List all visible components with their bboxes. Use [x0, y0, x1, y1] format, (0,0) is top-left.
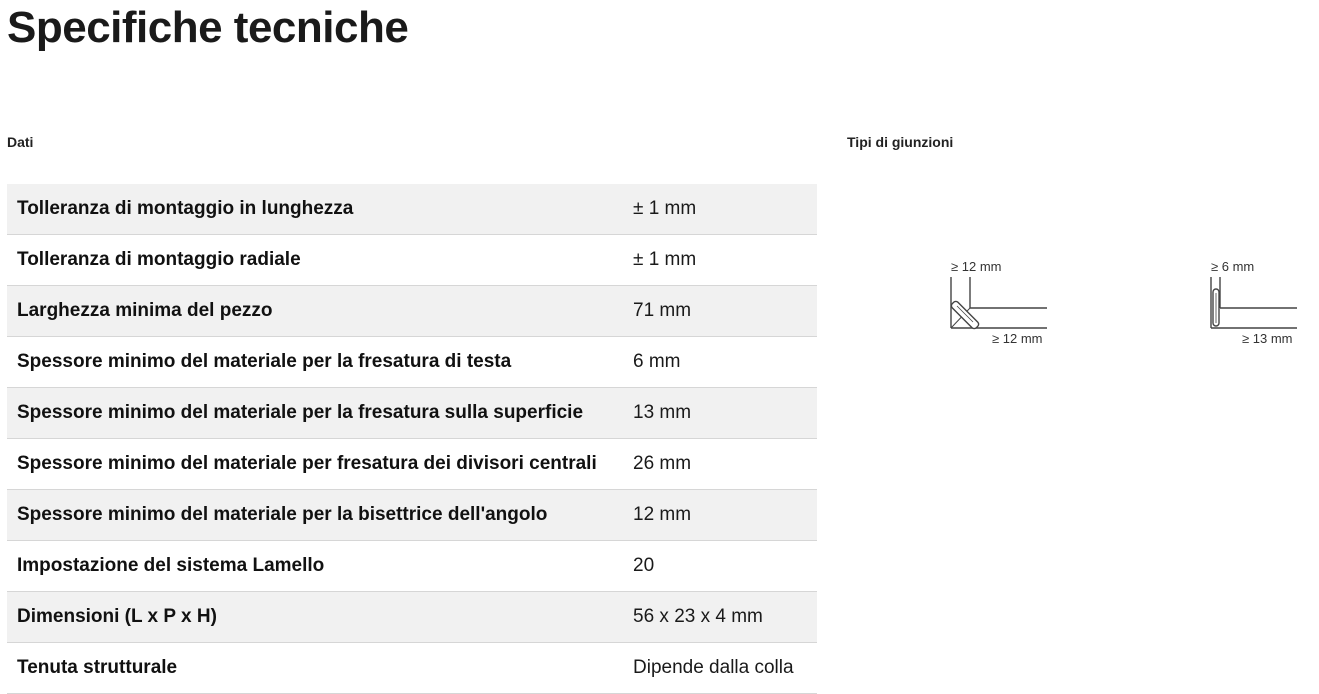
spec-value: 71 mm — [633, 286, 817, 337]
spec-value: 20 — [633, 541, 817, 592]
spec-value: 13 mm — [633, 388, 817, 439]
joint-min-dimension-top: ≥ 6 mm — [1211, 259, 1255, 274]
spec-label: Dimensioni (L x P x H) — [7, 592, 633, 643]
table-row — [7, 541, 817, 592]
table-row — [7, 643, 817, 694]
spec-value: Dipende dalla colla — [633, 643, 817, 694]
spec-value: 6 mm — [633, 337, 817, 388]
spec-label: Spessore minimo del materiale per la fresatura di testa — [7, 337, 633, 388]
spec-label: Tolleranza di montaggio in lunghezza — [7, 184, 633, 235]
spec-value: 56 x 23 x 4 mm — [633, 592, 817, 643]
spec-value: 12 mm — [633, 490, 817, 541]
joint-type-miter — [945, 255, 1055, 355]
table-row — [7, 235, 817, 286]
joint-min-dimension-bottom: ≥ 12 mm — [992, 331, 1043, 346]
joint-types-section-label: Tipi di giunzioni — [847, 134, 954, 150]
table-row — [7, 592, 817, 643]
spec-value: 26 mm — [633, 439, 817, 490]
spec-label: Spessore minimo del materiale per la bisettrice dell'angolo — [7, 490, 633, 541]
spec-value: ± 1 mm — [633, 235, 817, 286]
spec-label: Tolleranza di montaggio radiale — [7, 235, 633, 286]
spec-label: Tenuta strutturale — [7, 643, 633, 694]
table-row — [7, 337, 817, 388]
table-row — [7, 184, 817, 235]
spec-value: ± 1 mm — [633, 184, 817, 235]
spec-label: Spessore minimo del materiale per la fresatura sulla superficie — [7, 388, 633, 439]
table-row — [7, 439, 817, 490]
spec-label: Larghezza minima del pezzo — [7, 286, 633, 337]
table-row — [7, 286, 817, 337]
spec-label: Impostazione del sistema Lamello — [7, 541, 633, 592]
joint-type-butt — [1205, 255, 1315, 355]
table-row — [7, 490, 817, 541]
data-section-label: Dati — [7, 134, 34, 150]
spec-label: Spessore minimo del materiale per fresatura dei divisori centrali — [7, 439, 633, 490]
table-row — [7, 388, 817, 439]
joint-min-dimension-top: ≥ 12 mm — [951, 259, 1002, 274]
specs-table — [7, 184, 817, 694]
page-title: Specifiche tecniche — [7, 3, 409, 52]
joint-min-dimension-bottom: ≥ 13 mm — [1242, 331, 1293, 346]
